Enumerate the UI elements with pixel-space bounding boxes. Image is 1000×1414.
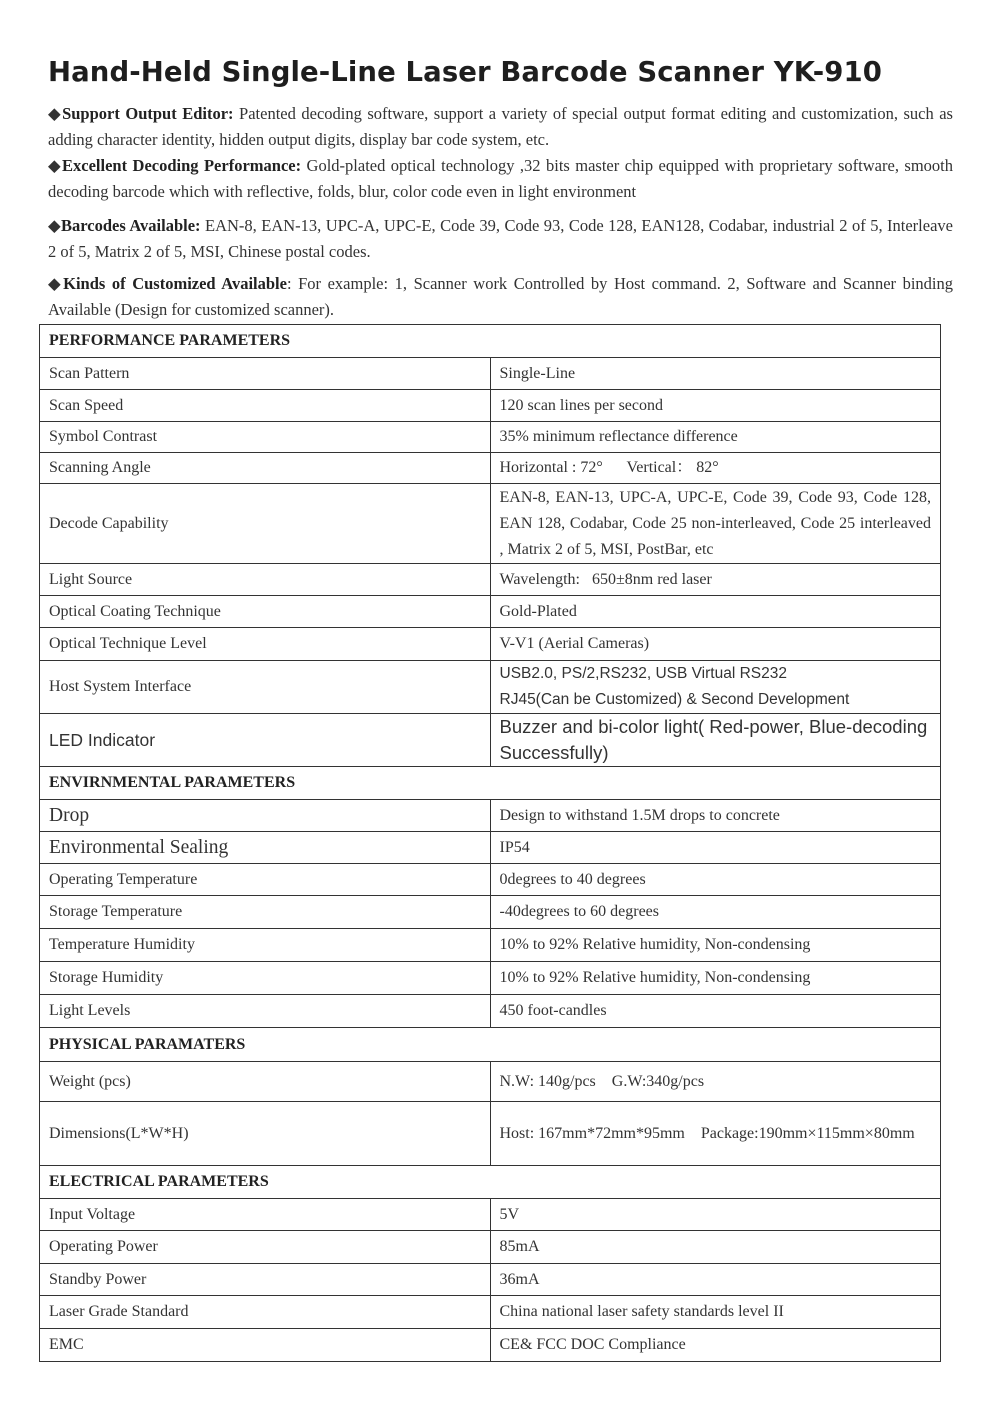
section-header-row — [40, 1166, 941, 1199]
param-name: Weight (pcs) — [40, 1062, 491, 1102]
param-value: Wavelength: 650±8nm red laser — [490, 564, 941, 596]
param-name: Operating Temperature — [40, 864, 491, 896]
param-value: V-V1 (Aerial Cameras) — [490, 628, 941, 661]
param-value: 120 scan lines per second — [490, 390, 941, 422]
table-row — [40, 1296, 941, 1329]
param-name: LED Indicator — [40, 714, 491, 767]
section-heading: ENVIRNMENTAL PARAMETERS — [40, 767, 941, 800]
table-row — [40, 628, 941, 661]
param-name: Scanning Angle — [40, 453, 491, 484]
table-row — [40, 661, 941, 714]
param-name: Environmental Sealing — [40, 832, 491, 864]
param-value: Gold-Plated — [490, 596, 941, 628]
param-value: EAN-8, EAN-13, UPC-A, UPC-E, Code 39, Code 93, Code 128, EAN 128, Codabar, Code 25 non-interleaved, Code 25 interleaved , Matrix 2 of 5, MSI, PostBar, etc — [490, 484, 941, 564]
param-name: Decode Capability — [40, 484, 491, 564]
section-header-row — [40, 1028, 941, 1062]
feature-customized-available — [48, 271, 953, 323]
param-value: 35% minimum reflectance difference — [490, 422, 941, 453]
table-row — [40, 390, 941, 422]
feature-decoding-performance — [48, 153, 953, 205]
diamond-bullet-icon: ◆ — [48, 216, 62, 235]
param-value: IP54 — [490, 832, 941, 864]
table-row — [40, 564, 941, 596]
param-value: 10% to 92% Relative humidity, Non-condensing — [490, 929, 941, 962]
param-value: Host: 167mm*72mm*95mm Package:190mm×115mm×80mm — [490, 1102, 941, 1166]
param-value-line: USB2.0, PS/2,RS232, USB Virtual RS232 — [499, 665, 787, 682]
param-name: Dimensions(L*W*H) — [40, 1102, 491, 1166]
param-name: Input Voltage — [40, 1199, 491, 1231]
table-row — [40, 1231, 941, 1264]
feature-label: Support Output Editor: — [62, 104, 234, 123]
feature-text: Gold-plated optical technology ,32 bits master chip equipped with proprietary software, smooth decoding barcode which with reflective, folds, blur, color code even in light environment — [48, 156, 953, 201]
param-value: China national laser safety standards level II — [490, 1296, 941, 1329]
feature-text: EAN-8, EAN-13, UPC-A, UPC-E, Code 39, Code 93, Code 128, EAN128, Codabar, industrial 2 of 5, Interleave 2 of 5, Matrix 2 of 5, MSI, Chinese postal codes. — [48, 216, 953, 261]
param-name: Storage Humidity — [40, 962, 491, 995]
table-row — [40, 962, 941, 995]
table-row — [40, 1062, 941, 1102]
param-value: 36mA — [490, 1264, 941, 1296]
diamond-bullet-icon: ◆ — [48, 104, 63, 123]
param-name: Symbol Contrast — [40, 422, 491, 453]
table-row — [40, 896, 941, 929]
feature-label: Barcodes Available: — [61, 216, 201, 235]
param-name: Optical Coating Technique — [40, 596, 491, 628]
param-value: Buzzer and bi-color light( Red-power, Blue-decoding Successfully) — [490, 714, 941, 767]
feature-label: Excellent Decoding Performance: — [62, 156, 302, 175]
param-value: N.W: 140g/pcs G.W:340g/pcs — [490, 1062, 941, 1102]
param-value: 450 foot-candles — [490, 995, 941, 1028]
table-row — [40, 484, 941, 564]
param-name: Host System Interface — [40, 661, 491, 714]
param-name: Temperature Humidity — [40, 929, 491, 962]
table-row — [40, 864, 941, 896]
table-row — [40, 358, 941, 390]
param-name: Scan Speed — [40, 390, 491, 422]
param-value: Horizontal : 72° Vertical： 82° — [490, 453, 941, 484]
section-header-row — [40, 325, 941, 358]
param-value: 5V — [490, 1199, 941, 1231]
param-name: Drop — [40, 800, 491, 832]
param-value: 0degrees to 40 degrees — [490, 864, 941, 896]
spec-table — [39, 324, 941, 1362]
section-header-row — [40, 767, 941, 800]
diamond-bullet-icon: ◆ — [48, 156, 63, 175]
feature-text: : For example: 1, Scanner work Controlled by Host command. 2, Software and Scanner binding Available (Design for customized scanner). — [48, 274, 953, 319]
feature-support-output-editor — [48, 101, 953, 153]
param-value: 10% to 92% Relative humidity, Non-condensing — [490, 962, 941, 995]
table-row — [40, 1329, 941, 1362]
table-row — [40, 1264, 941, 1296]
table-row — [40, 596, 941, 628]
param-name: Storage Temperature — [40, 896, 491, 929]
param-value — [490, 661, 941, 714]
param-value: 85mA — [490, 1231, 941, 1264]
table-row — [40, 453, 941, 484]
section-heading: ELECTRICAL PARAMETERS — [40, 1166, 941, 1199]
diamond-bullet-icon: ◆ — [48, 274, 64, 293]
feature-label: Kinds of Customized Available — [63, 274, 287, 293]
param-name: Operating Power — [40, 1231, 491, 1264]
table-row — [40, 929, 941, 962]
table-row — [40, 714, 941, 767]
feature-text: Patented decoding software, support a variety of special output format editing and customization, such as adding character identity, hidden output digits, display bar code system, etc. — [48, 104, 953, 149]
param-name: Laser Grade Standard — [40, 1296, 491, 1329]
table-row — [40, 1199, 941, 1231]
param-name: Standby Power — [40, 1264, 491, 1296]
table-row — [40, 832, 941, 864]
param-value: Design to withstand 1.5M drops to concrete — [490, 800, 941, 832]
section-heading: PHYSICAL PARAMATERS — [40, 1028, 941, 1062]
param-value: -40degrees to 60 degrees — [490, 896, 941, 929]
param-name: Light Source — [40, 564, 491, 596]
param-value: Single-Line — [490, 358, 941, 390]
table-row — [40, 422, 941, 453]
page-title: Hand-Held Single-Line Laser Barcode Scanner YK-910 — [48, 56, 883, 88]
table-row — [40, 995, 941, 1028]
param-name: Scan Pattern — [40, 358, 491, 390]
param-name: EMC — [40, 1329, 491, 1362]
section-heading: PERFORMANCE PARAMETERS — [40, 325, 941, 358]
param-name: Optical Technique Level — [40, 628, 491, 661]
param-name: Light Levels — [40, 995, 491, 1028]
table-row — [40, 1102, 941, 1166]
param-value: CE& FCC DOC Compliance — [490, 1329, 941, 1362]
feature-barcodes-available — [48, 213, 953, 265]
table-row — [40, 800, 941, 832]
param-value-line: RJ45(Can be Customized) & Second Development — [499, 691, 850, 708]
